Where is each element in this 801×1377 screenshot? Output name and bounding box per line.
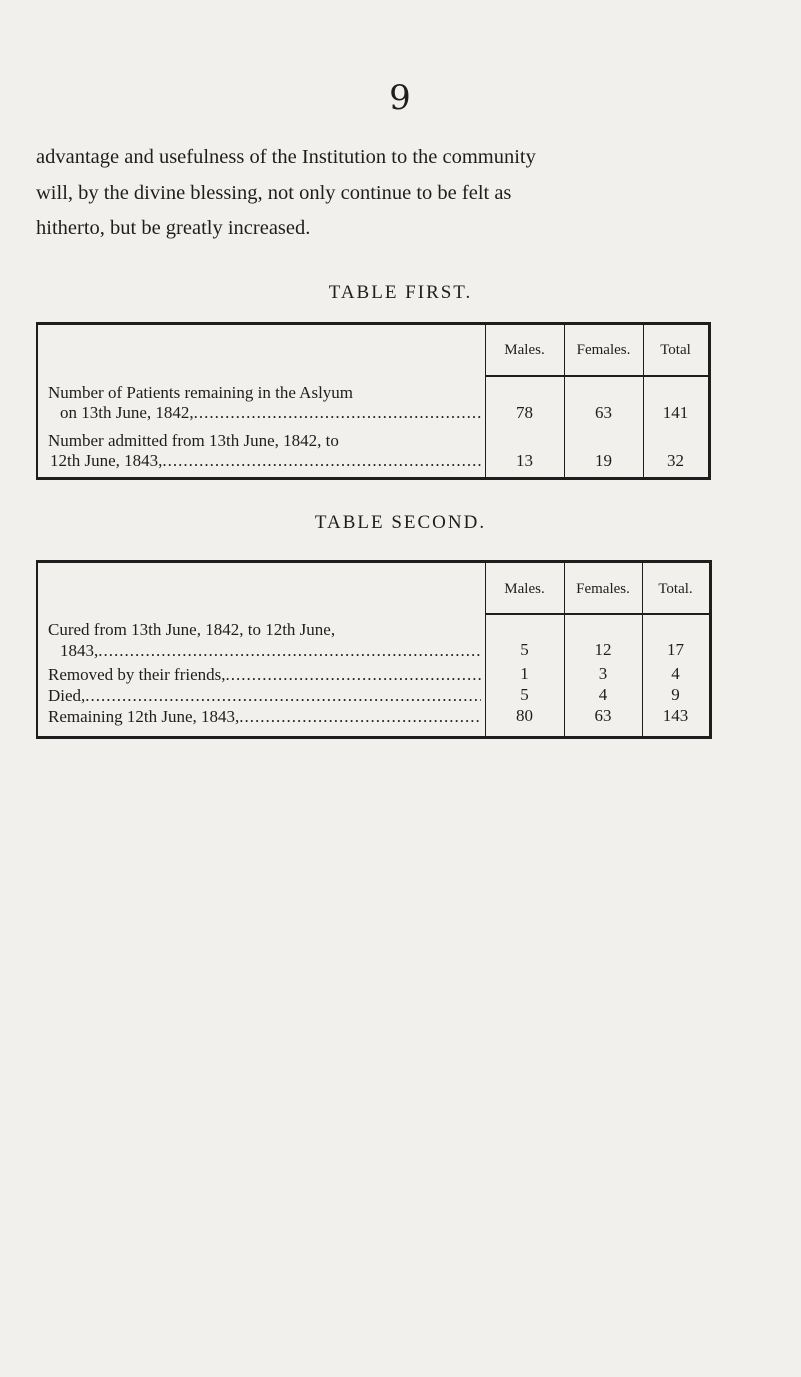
table-second-cell-total: 17 (667, 640, 684, 659)
table-first-header-blank (37, 324, 485, 378)
table-second-cell-males: 1 (485, 664, 564, 685)
table-first-cell-females: 19 (564, 431, 643, 479)
table-second-cell-total: 143 (662, 706, 689, 725)
table-second-cell-females: 12 (564, 615, 642, 664)
table-second-header-females: Females. (564, 562, 642, 616)
table-first-header-total: Total (643, 324, 709, 378)
table-second-cell-total: 9 (671, 685, 680, 704)
table-row-label: Remaining 12th June, 1843, ..... (37, 706, 485, 737)
table-first (36, 322, 711, 480)
table-first-header-males: Males. (485, 324, 564, 378)
table-second-cell-total: 4 (671, 664, 680, 683)
page-number: 9 (389, 78, 412, 118)
table-second-cell-females: 63 (564, 706, 642, 737)
table-row-label: Number of Patients remaining in the Aslyum on 13th June, 1842, ..... (37, 377, 485, 431)
paragraph-line: hitherto, but be greatly increased. (36, 217, 311, 239)
paragraph-line: advantage and usefulness of the Institution to the community (36, 146, 536, 168)
body-paragraph (36, 140, 740, 247)
table-row-label: Removed by their friends, ..... (37, 664, 485, 685)
table-row-label: Cured from 13th June, 1842, to 12th June, 1843, ..... (37, 615, 485, 664)
table-second-cell-females: 4 (564, 685, 642, 706)
table-row-label: Number admitted from 13th June, 1842, to 12th June, 1843, ..... (37, 431, 485, 479)
table-second-cell-males: 80 (485, 706, 564, 737)
paragraph-line: will, by the divine blessing, not only continue to be felt as (36, 181, 512, 204)
table-first-cell-total: 32 (667, 451, 684, 470)
table-first-header-females: Females. (564, 324, 643, 378)
table-first-cell-males: 13 (485, 431, 564, 479)
table-second-cell-males: 5 (485, 615, 564, 664)
table-second-cell-males: 5 (485, 685, 564, 706)
table-second-header-males: Males. (485, 562, 564, 616)
table-second (36, 560, 712, 739)
table-first-title: TABLE FIRST. (328, 282, 473, 303)
table-second-header-total: Total. (642, 562, 710, 616)
table-row-label: Died, ..... (37, 685, 485, 706)
table-second-header-blank (37, 562, 485, 616)
table-second-title: TABLE SECOND. (314, 512, 487, 533)
table-first-cell-total: 141 (662, 403, 689, 422)
table-second-cell-females: 3 (564, 664, 642, 685)
table-first-cell-males: 78 (485, 377, 564, 431)
table-first-cell-females: 63 (564, 377, 643, 431)
